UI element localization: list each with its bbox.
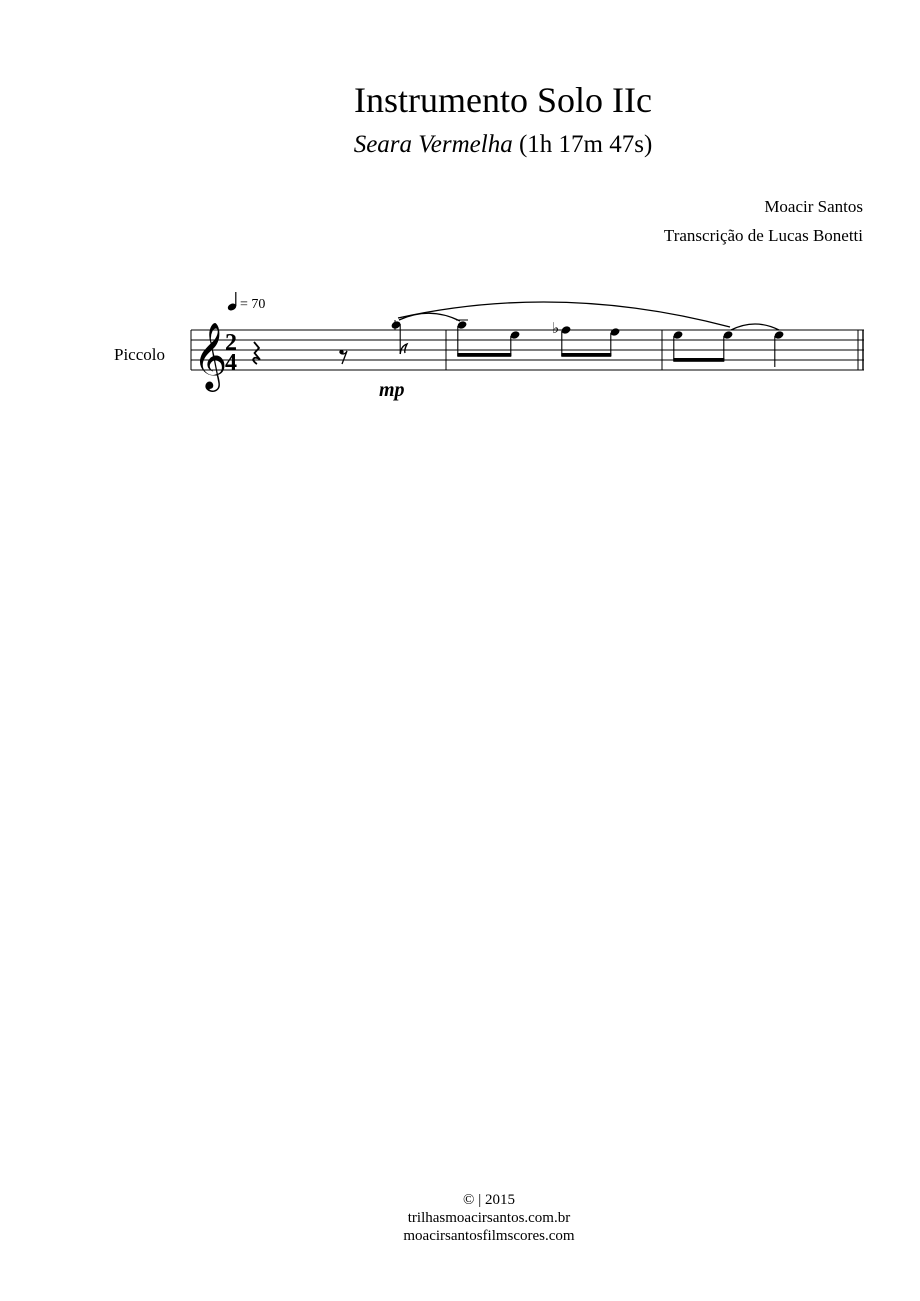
quarter-rest-icon <box>253 342 260 364</box>
phrase-slur <box>398 302 730 327</box>
note-g6-eighth <box>672 330 683 361</box>
staff-lines <box>191 330 864 370</box>
eighth-rest-icon <box>339 350 347 364</box>
treble-clef-icon: 𝄞 <box>193 321 228 389</box>
composer-credit: Moacir Santos <box>764 197 863 216</box>
beam <box>561 353 611 357</box>
time-signature-denominator: 4 <box>225 350 237 376</box>
flat-accidental-icon: ♭ <box>552 319 560 337</box>
tempo-quarter-note-icon <box>227 292 238 312</box>
website-link[interactable]: moacirsantosfilmscores.com <box>403 1228 575 1244</box>
film-title: Seara Vermelha <box>353 131 513 158</box>
note-a6-eighth <box>456 320 468 356</box>
note-g6-quarter <box>773 330 784 367</box>
tie-arc <box>399 313 460 321</box>
tempo-marking: = 70 <box>240 297 266 312</box>
time-signature-numerator: 2 <box>225 330 237 356</box>
beam <box>673 358 724 362</box>
note-a6-eighth <box>390 320 407 354</box>
transcriber-credit: Transcrição de Lucas Bonetti <box>663 226 863 245</box>
tie-arc <box>731 324 779 330</box>
instrument-name: Piccolo <box>114 345 165 364</box>
score-title: Instrumento Solo IIc <box>354 80 652 120</box>
timestamp: (1h 17m 47s) <box>512 131 653 158</box>
note-g6-eighth <box>509 330 520 356</box>
dynamic-marking: mp <box>379 379 405 401</box>
beam <box>457 353 511 357</box>
footer <box>0 1191 920 1245</box>
copyright: © | 2015 <box>463 1192 515 1208</box>
note-g6-eighth <box>722 330 733 361</box>
note-a6-eighth <box>609 327 620 356</box>
website-link[interactable]: trilhasmoacirsantos.com.br <box>407 1210 571 1226</box>
